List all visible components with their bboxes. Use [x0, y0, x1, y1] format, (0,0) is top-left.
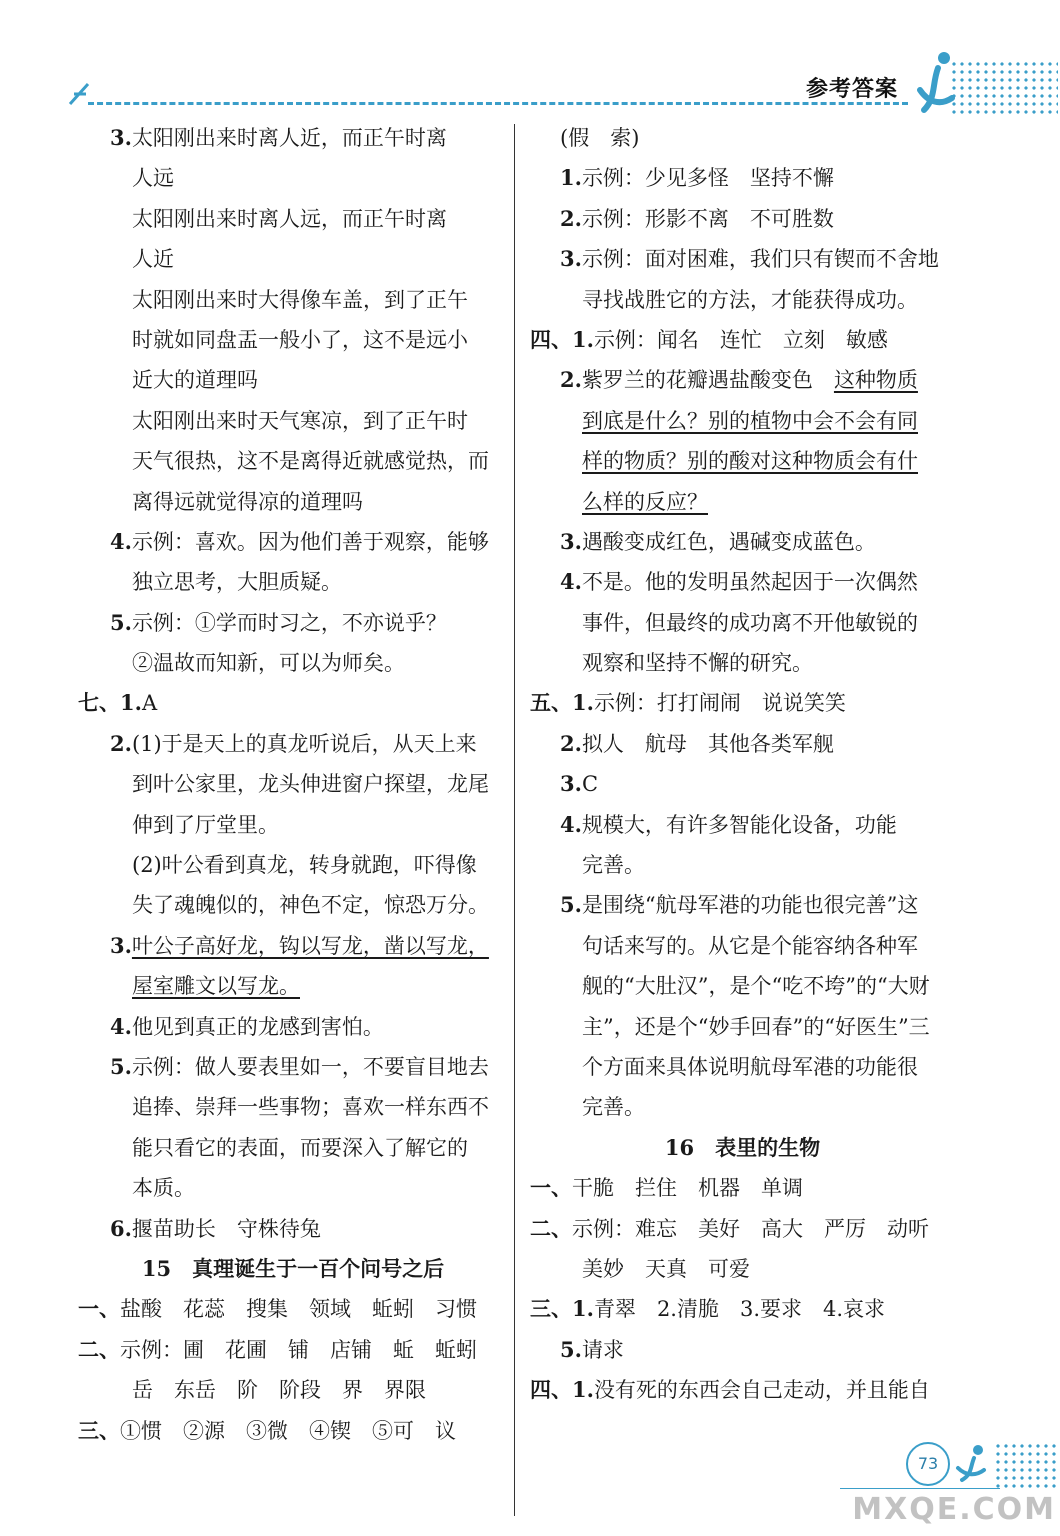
item-number: 4. [560, 811, 582, 837]
answer-text: 事件，但最终的成功离不开他敏锐的 [582, 610, 918, 635]
answer-line [530, 441, 955, 481]
answer-line [78, 1370, 508, 1410]
answer-text-tail: 2.清脆 3.要求 4.哀求 [656, 1297, 886, 1322]
answer-text: 失了魂魄似的，神色不定，惊恐万分。 [132, 893, 489, 918]
answer-line [78, 603, 508, 643]
column-divider [514, 124, 515, 1516]
answer-text: 不是。他的发明虽然起因于一次偶然 [581, 570, 918, 595]
item-number: 二、 [78, 1336, 120, 1362]
answer-line [530, 1370, 955, 1410]
header-dot-pattern [950, 60, 1058, 116]
answer-line [78, 280, 508, 320]
item-number: 4. [110, 1013, 132, 1039]
answer-line [530, 1087, 955, 1127]
page-header [0, 0, 1060, 130]
answer-text: (2)叶公看到真龙，转身就跑，吓得像 [132, 853, 477, 878]
footer-dot-pattern [994, 1442, 1058, 1490]
item-number: 3. [560, 771, 582, 797]
answer-line [530, 482, 955, 522]
answer-text: 离得远就觉得凉的道理吗 [132, 489, 363, 514]
answer-text: 示例：圃 花圃 铺 店铺 蚯 蚯蚓 [120, 1337, 477, 1362]
answer-line [530, 683, 955, 723]
answer-line [78, 926, 508, 966]
answer-text: 示例：打打闹闹 说说笑笑 [593, 691, 846, 716]
answer-text: 拟人 航母 其他各类军舰 [581, 731, 834, 756]
answer-line [78, 199, 508, 239]
item-number: 3. [560, 528, 582, 554]
answer-line [78, 683, 508, 723]
answer-line [78, 320, 508, 360]
answer-text: 太阳刚出来时离人近，而正午时离 [131, 126, 447, 150]
answer-text: 太阳刚出来时大得像车盖，到了正午 [132, 287, 468, 312]
header-dashed-rule [88, 102, 908, 105]
section-title: 15 真理诞生于一百个问号之后 [141, 1255, 445, 1281]
answer-line [530, 966, 955, 1006]
answer-line [530, 1249, 955, 1289]
answer-text: C [581, 772, 599, 797]
answer-line [530, 724, 955, 764]
answer-text: 人近 [132, 247, 174, 272]
answer-line [78, 401, 508, 441]
answer-line [78, 1128, 508, 1168]
answer-line [78, 360, 508, 400]
answer-text: 青翠 [593, 1297, 657, 1322]
answer-line [530, 603, 955, 643]
answer-text: 是围绕“航母军港的功能也很完善”这 [581, 893, 919, 918]
answer-line [78, 441, 508, 481]
answer-line [530, 885, 955, 925]
answer-line [530, 764, 955, 804]
answer-line [78, 239, 508, 279]
page-number: 73 [906, 1442, 950, 1486]
item-number: 3. [560, 246, 582, 272]
answer-text: 他见到真正的龙感到害怕。 [131, 1014, 384, 1039]
answer-text: 到叶公家里，龙头伸进窗户探望，龙尾 [132, 772, 489, 797]
answer-text: 遇酸变成红色，遇碱变成蓝色。 [581, 529, 876, 554]
page-footer [0, 1430, 1060, 1536]
answer-text: (1)于是天上的真龙听说后，从天上来 [131, 731, 477, 756]
answer-line [78, 885, 508, 925]
answer-line [530, 1168, 955, 1208]
answer-line [78, 118, 508, 158]
answer-text: 寻找战胜它的方法，才能获得成功。 [582, 287, 918, 312]
answer-text: 追捧、崇拜一些事物；喜欢一样东西不 [132, 1095, 489, 1120]
item-number: 1. [560, 165, 582, 191]
answer-line [530, 239, 955, 279]
item-number: 2. [110, 730, 132, 756]
answer-text: 伸到了厅堂里。 [132, 812, 279, 837]
answer-line [530, 1047, 955, 1087]
answer-text: 完善。 [582, 1095, 645, 1120]
section-title: 16 表里的生物 [664, 1134, 821, 1160]
answer-text: 示例：面对困难，我们只有锲而不舍地 [581, 247, 939, 272]
answer-line [530, 1007, 955, 1047]
item-number: 5. [560, 1336, 582, 1362]
answer-line [530, 360, 955, 400]
answer-line [78, 1289, 508, 1329]
item-number: 2. [560, 730, 582, 756]
answer-text: 示例：形影不离 不可胜数 [581, 206, 834, 231]
answer-text: 美妙 天真 可爱 [582, 1256, 750, 1281]
answer-text: 时就如同盘盂一般小了，这不是远小 [132, 327, 468, 352]
answer-line [530, 401, 955, 441]
item-number: 5. [110, 1053, 132, 1079]
answer-text: 样的物质？别的酸对这种物质会有什 [582, 449, 918, 474]
answer-line [530, 1289, 955, 1329]
answer-line [530, 845, 955, 885]
answer-text: 天气很热，这不是离得近就感觉热，而 [132, 449, 489, 474]
watermark: MXQE.COM [852, 1492, 1056, 1527]
header-title: 参考答案 [806, 77, 899, 102]
answer-text: 岳 东岳 阶 阶段 界 界限 [132, 1378, 426, 1403]
answer-text: 屋室雕文以写龙。 [132, 974, 300, 999]
answer-text: 么样的反应？ [582, 489, 708, 514]
answer-text: 句话来写的。从它是个能容纳各种军 [582, 933, 918, 958]
answer-line [530, 320, 955, 360]
right-column [530, 118, 955, 1411]
item-number: 三、 [78, 1417, 120, 1443]
answer-text: 舰的“大肚汉”，是个“吃不垮”的“大财 [582, 974, 930, 999]
corner-arrow-icon [68, 80, 90, 106]
answer-text: 示例：喜欢。因为他们善于观察，能够 [131, 529, 489, 554]
answer-line [78, 522, 508, 562]
answer-text: 人远 [132, 166, 174, 191]
answer-text: 完善。 [582, 853, 645, 878]
answer-line [530, 158, 955, 198]
item-number: 二、 [530, 1215, 572, 1241]
answer-line [530, 199, 955, 239]
answer-line [530, 805, 955, 845]
answer-line [78, 764, 508, 804]
answer-line [530, 562, 955, 602]
answer-line [78, 158, 508, 198]
item-number: 5. [560, 892, 582, 918]
answer-line [78, 482, 508, 522]
item-number: 2. [560, 205, 582, 231]
answer-line [78, 1087, 508, 1127]
answer-line [78, 643, 508, 683]
answer-line [78, 1007, 508, 1047]
item-number: 四、1. [530, 1377, 594, 1403]
answer-text: 示例：少见多怪 坚持不懈 [581, 166, 834, 191]
answer-line [530, 1330, 955, 1370]
item-number: 3. [110, 125, 132, 150]
answer-line [530, 280, 955, 320]
item-number: 6. [110, 1215, 132, 1241]
left-column [78, 118, 508, 1451]
answer-text: 观察和坚持不懈的研究。 [582, 651, 813, 676]
answer-text: 干脆 拦住 机器 单调 [572, 1176, 803, 1201]
answer-line [78, 1047, 508, 1087]
item-number: 5. [110, 609, 132, 635]
answer-text: (假 索) [560, 126, 640, 150]
item-number: 一、 [78, 1296, 120, 1322]
item-number: 4. [560, 569, 582, 595]
answer-line [78, 724, 508, 764]
item-number: 3. [110, 932, 132, 958]
answer-line [78, 845, 508, 885]
answer-line [530, 118, 955, 158]
item-number: 五、1. [530, 690, 594, 716]
answer-text: ①惯 ②源 ③微 ④锲 ⑤可 议 [120, 1418, 456, 1443]
answer-line [530, 522, 955, 562]
answer-text: A [141, 691, 158, 716]
answer-text: 请求 [581, 1337, 624, 1362]
answer-text: 没有死的东西会自己走动，并且能自 [593, 1378, 930, 1403]
answer-text: 盐酸 花蕊 搜集 领域 蚯蚓 习惯 [120, 1297, 477, 1322]
answer-text: ②温故而知新，可以为师矣。 [132, 651, 405, 676]
answer-text: 揠苗助长 守株待兔 [131, 1216, 321, 1241]
answer-text: 叶公子高好龙，钩以写龙，凿以写龙， [131, 933, 489, 958]
answer-text: 示例：闻名 连忙 立刻 敏感 [593, 327, 888, 352]
item-number: 一、 [530, 1175, 572, 1201]
answer-text: 规模大，有许多智能化设备，功能 [581, 812, 897, 837]
answer-line [530, 926, 955, 966]
answer-text: 个方面来具体说明航母军港的功能很 [582, 1054, 918, 1079]
answer-line [530, 643, 955, 683]
answer-line [78, 805, 508, 845]
answer-text: 能只看它的表面，而要深入了解它的 [132, 1135, 468, 1160]
item-number: 四、1. [530, 326, 594, 352]
footer-figure-icon [952, 1444, 988, 1484]
item-number: 4. [110, 528, 132, 554]
answer-text: 独立思考，大胆质疑。 [132, 570, 342, 595]
answer-line [78, 1168, 508, 1208]
answer-text: 近大的道理吗 [132, 368, 258, 393]
answer-text: 到底是什么？别的植物中会不会有同 [582, 408, 918, 433]
answer-text: 紫罗兰的花瓣遇盐酸变色 [581, 368, 834, 393]
answer-text-tail: 这种物质 [833, 368, 918, 393]
item-number: 七、1. [78, 690, 142, 716]
answer-text: 示例：①学而时习之，不亦说乎？ [131, 610, 447, 635]
answer-text: 太阳刚出来时天气寒凉，到了正午时 [132, 408, 468, 433]
answer-line [78, 1330, 508, 1370]
answer-line [78, 1209, 508, 1249]
answer-text: 示例：难忘 美好 高大 严厉 动听 [572, 1216, 929, 1241]
answer-text: 主”，还是个“妙手回春”的“好医生”三 [582, 1014, 930, 1039]
answer-text: 太阳刚出来时离人远，而正午时离 [132, 206, 447, 231]
item-number: 三、1. [530, 1296, 594, 1322]
answer-text: 示例：做人要表里如一，不要盲目地去 [131, 1054, 489, 1079]
item-number: 2. [560, 367, 582, 393]
answer-line [78, 966, 508, 1006]
answer-text: 本质。 [132, 1176, 195, 1201]
answer-line [78, 562, 508, 602]
answer-line [530, 1209, 955, 1249]
